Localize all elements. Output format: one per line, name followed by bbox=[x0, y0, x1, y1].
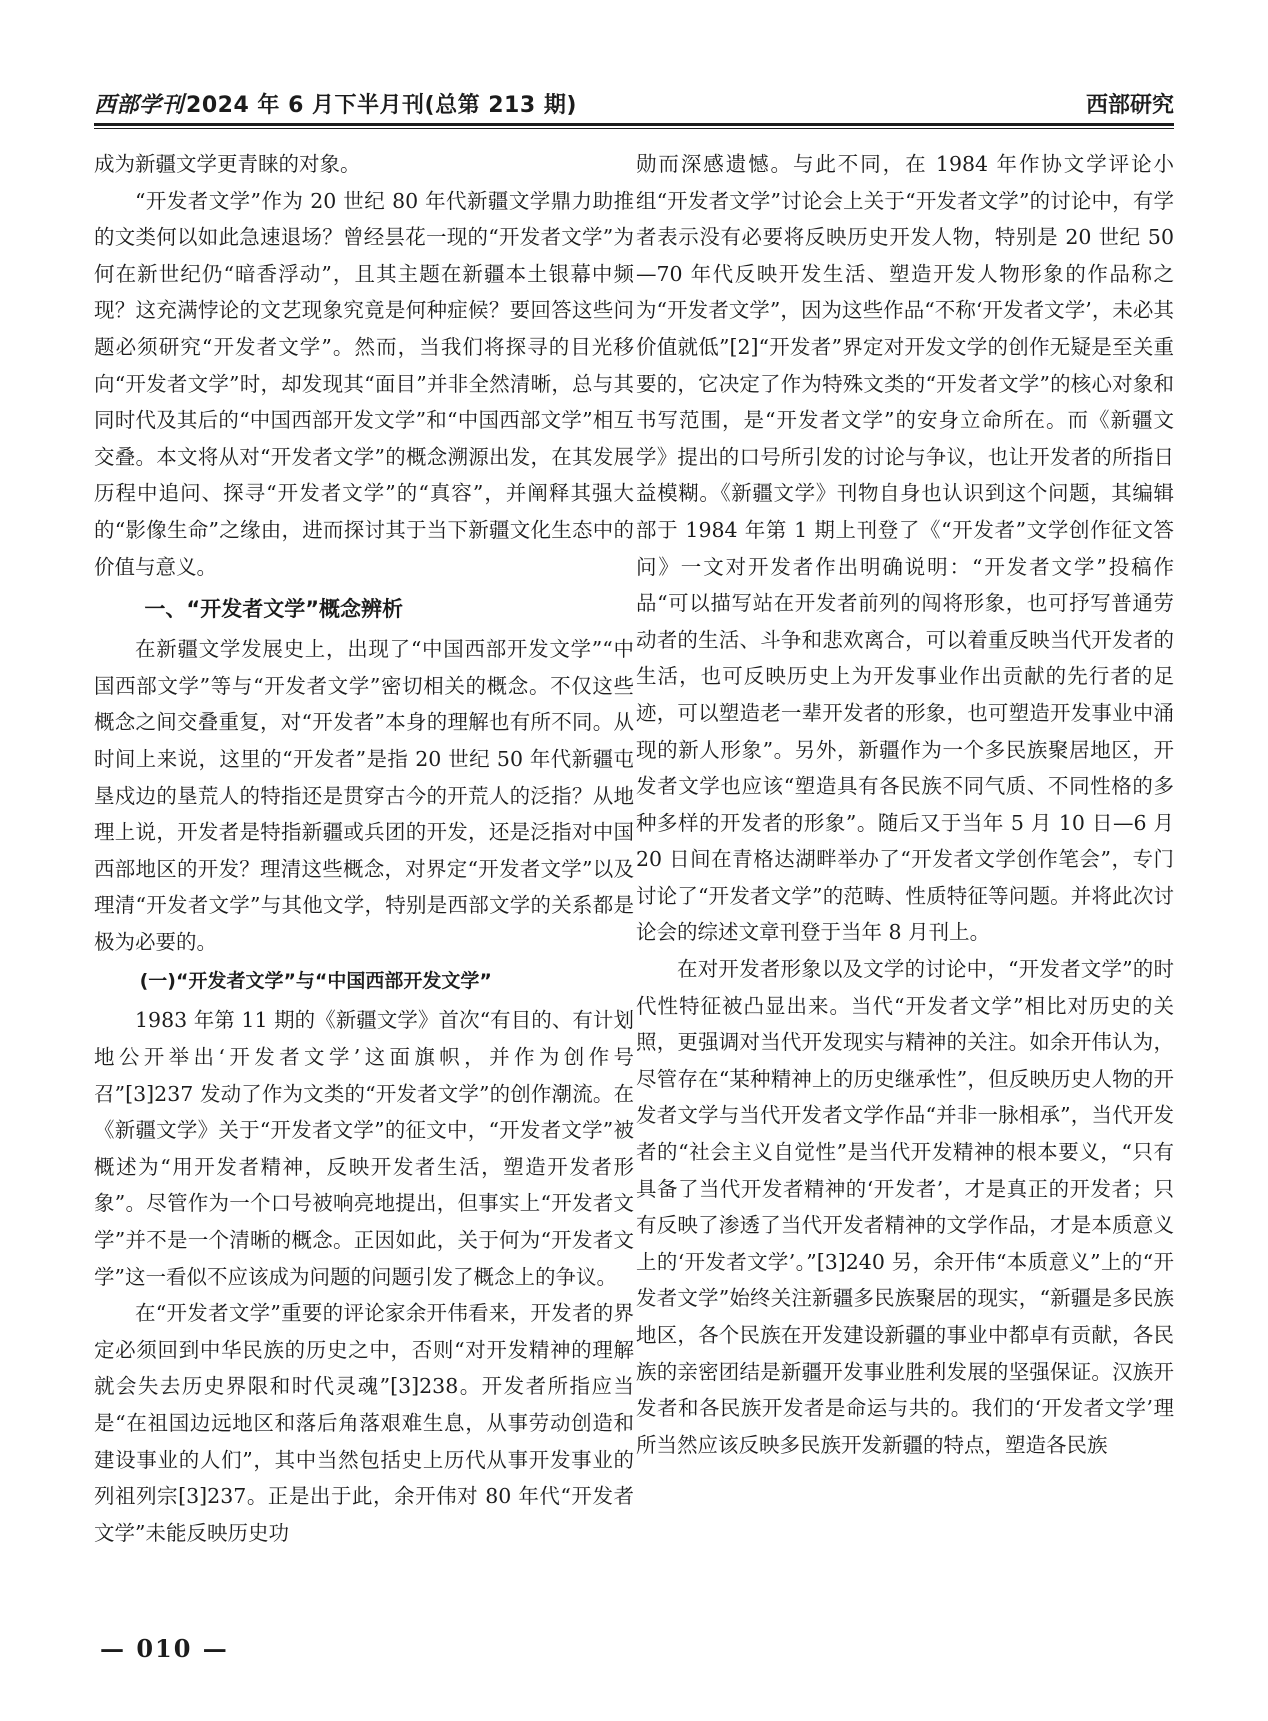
right-column bbox=[636, 146, 1174, 1636]
paragraph: 勋而深感遗憾。与此不同，在 1984 年作协文学评论小组“开发者文学”讨论会上关于“开发者文学”的讨论中，有学者表示没有必要将反映历史开发人物，特别是 20 世纪 50—70 年代反映开发生活、塑造开发人物形象的作品称之为“开发者文学”，因为这些作品“不称‘开发者文学’，未必其价值就低”[2]“开发者”界定对开发文学的创作无疑是至关重要的，它决定了作为特殊文类的“开发者文学”的核心对象和书写范围，是“开发者文学”的安身立命所在。而《新疆文学》提出的口号所引发的讨论与争议，也让开发者的所指日益模糊。《新疆文学》刊物自身也认识到这个问题，其编辑部于 1984 年第 1 期上刊登了《“开发者”文学创作征文答问》一文对开发者作出明确说明：“开发者文学”投稿作品“可以描写站在开发者前列的闯将形象，也可抒写普通劳动者的生活、斗争和悲欢离合，可以着重反映当代开发者的生活，也可反映历史上为开发事业作出贡献的先行者的足迹，可以塑造老一辈开发者的形象，也可塑造开发事业中涌现的新人形象”。另外，新疆作为一个多民族聚居地区，开发者文学也应该“塑造具有各民族不同气质、不同性格的多种多样的开发者的形象”。随后又于当年 5 月 10 日—6 月 20 日间在青格达湖畔举办了“开发者文学创作笔会”，专门讨论了“开发者文学”的范畴、性质特征等问题。并将此次讨论会的综述文章刊登于当年 8 月刊上。 bbox=[636, 152, 1174, 945]
header-rule bbox=[94, 123, 1174, 126]
section-heading: 一、“开发者文学”概念辨析 bbox=[144, 597, 403, 622]
paragraph: 1983 年第 11 期的《新疆文学》首次“有目的、有计划地公开举出‘开发者文学’这面旗帜，并作为创作号召”[3]237 发动了作为文类的“开发者文学”的创作潮流。在《新疆文学》关于“开发者文学”的征文中，“开发者文学”被概述为“用开发者精神，反映开发者生活，塑造开发者形象”。尽管作为一个口号被响亮地提出，但事实上“开发者文学”并不是一个清晰的概念。正因如此，关于何为“开发者文学”这一看似不应该成为问题的问题引发了概念上的争议。 bbox=[94, 1008, 634, 1289]
journal-logo: 西部学刊 bbox=[94, 92, 185, 118]
header-rule-thin bbox=[94, 128, 1174, 129]
section-heading: (一)“开发者文学”与“中国西部开发文学” bbox=[139, 970, 492, 993]
paragraph: 成为新疆文学更青睐的对象。 bbox=[94, 152, 361, 176]
left-column bbox=[94, 146, 634, 1636]
page-number: — 010 — bbox=[100, 1634, 229, 1663]
paragraph: “开发者文学”作为 20 世纪 80 年代新疆文学鼎力助推的文类何以如此急速退场？曾经昙花一现的“开发者文学”为何在新世纪仍“暗香浮动”，且其主题在新疆本土银幕中频现？这充满悖论的文艺现象究竟是何种症候？要回答这些问题必须研究“开发者文学”。然而，当我们将探寻的目光移向“开发者文学”时，却发现其“面目”并非全然清晰，总与其同时代及其后的“中国西部开发文学”和“中国西部文学”相互交叠。本文将从对“开发者文学”的概念溯源出发，在其发展历程中追问、探寻“开发者文学”的“真容”，并阐释其强大的“影像生命”之缘由，进而探讨其于当下新疆文化生态中的价值与意义。 bbox=[94, 188, 634, 579]
paragraph: 在对开发者形象以及文学的讨论中，“开发者文学”的时代性特征被凸显出来。当代“开发者文学”相比对历史的关照，更强调对当代开发现实与精神的关注。如余开伟认为，尽管存在“某种精神上的历史继承性”，但反映历史人物的开发者文学与当代开发者文学作品“并非一脉相承”，当代开发者的“社会主义自觉性”是当代开发精神的根本要义，“只有具备了当代开发者精神的‘开发者’，才是真正的开发者；只有反映了渗透了当代开发者精神的文学作品，才是本质意义上的‘开发者文学’。”[3]240 另，余开伟“本质意义”上的“开发者文学”始终关注新疆多民族聚居的现实，“新疆是多民族地区，各个民族在开发建设新疆的事业中都卓有贡献，各民族的亲密团结是新疆开发事业胜利发展的坚强保证。汉族开发者和各民族开发者是命运与共的。我们的‘开发者文学’理所当然应该反映多民族开发新疆的特点，塑造各民族 bbox=[636, 957, 1174, 1457]
paragraph: 在“开发者文学”重要的评论家余开伟看来，开发者的界定必须回到中华民族的历史之中，否则“对开发精神的理解就会失去历史界限和时代灵魂”[3]238。开发者所指应当是“在祖国边远地区和落后角落艰难生息，从事劳动创造和建设事业的人们”，其中当然包括史上历代从事开发事业的列祖列宗[3]237。正是出于此，余开伟对 80 年代“开发者文学”未能反映历史功 bbox=[94, 1301, 634, 1545]
section-title: 西部研究 bbox=[1085, 93, 1174, 118]
page-header bbox=[94, 88, 1174, 128]
journal-issue bbox=[94, 88, 577, 119]
paragraph: 在新疆文学发展史上，出现了“中国西部开发文学”“中国西部文学”等与“开发者文学”密切相关的概念。不仅这些概念之间交叠重复，对“开发者”本身的理解也有所不同。从时间上来说，这里的“开发者”是指 20 世纪 50 年代新疆屯垦戍边的垦荒人的特指还是贯穿古今的开荒人的泛指？从地理上说，开发者是特指新疆或兵团的开发，还是泛指对中国西部地区的开发？理清这些概念，对界定“开发者文学”以及理清“开发者文学”与其他文学，特别是西部文学的关系都是极为必要的。 bbox=[94, 637, 634, 954]
issue-info: 2024 年 6 月下半月刊(总第 213 期) bbox=[186, 93, 577, 118]
